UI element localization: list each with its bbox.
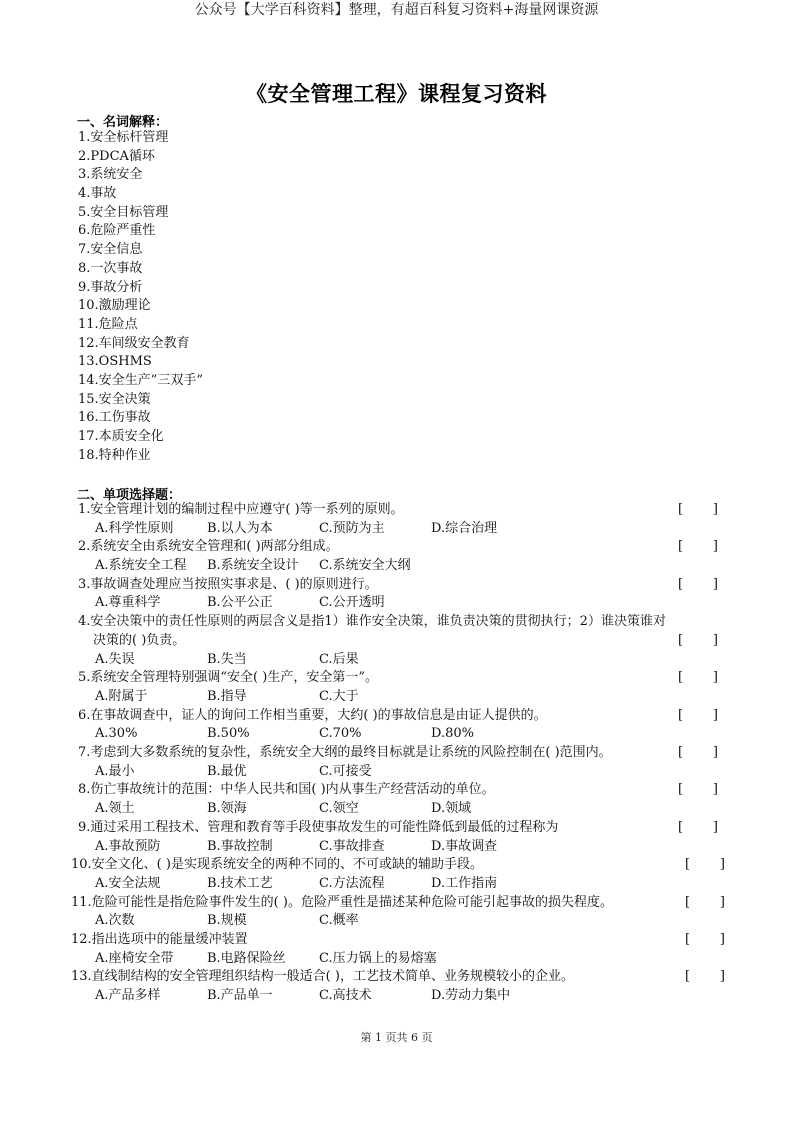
term-item: 10.激励理论	[78, 298, 151, 314]
option: C.系统安全大纲	[319, 558, 411, 574]
term-item: 2.PDCA循环	[78, 148, 155, 164]
answer-bracket[interactable]: [ ]	[678, 576, 718, 592]
option: C.公开透明	[319, 595, 385, 611]
option: B.以人为本	[207, 520, 273, 536]
question-stem	[78, 669, 718, 688]
question-stem	[78, 744, 718, 763]
option: B.50%	[207, 726, 250, 742]
term-item: 14.安全生产”三双手”	[78, 372, 203, 388]
question-stem-continued	[78, 632, 718, 651]
option: B.领海	[207, 801, 247, 817]
question-options	[78, 594, 718, 613]
option: B.指导	[207, 688, 247, 704]
option: D.领域	[431, 801, 472, 817]
term-item: 17.本质安全化	[78, 429, 164, 444]
option: A.30%	[95, 726, 138, 742]
term-item: 8.一次事故	[78, 260, 143, 276]
question-stem	[78, 538, 718, 557]
question-list	[71, 501, 725, 1006]
answer-bracket[interactable]: [ ]	[685, 969, 725, 985]
question-options	[78, 651, 718, 670]
question-text: 3.事故调查处理应当按照实事求是、( )的原则进行。	[78, 576, 378, 592]
option: C.事故排查	[319, 838, 385, 854]
question-text: 决策的( )负责。	[93, 632, 186, 648]
option: D.80%	[431, 726, 474, 742]
question-stem	[71, 968, 725, 987]
question-text: 12.指出选项中的能量缓冲装置	[71, 932, 248, 947]
document-title: 《安全管理工程》课程复习资料	[246, 82, 547, 106]
option: B.公平公正	[207, 595, 273, 611]
answer-bracket[interactable]: [ ]	[678, 745, 718, 761]
answer-bracket[interactable]: [ ]	[685, 894, 725, 910]
answer-bracket[interactable]: [ ]	[678, 502, 718, 517]
answer-bracket[interactable]: [ ]	[678, 782, 718, 798]
term-item: 5.安全目标管理	[78, 204, 169, 220]
question-text: 13.直线制结构的安全管理组织结构一般适合( )，工艺技术简单、业务规模较小的企业。	[71, 969, 574, 985]
question-stem	[78, 781, 718, 800]
answer-bracket[interactable]: [ ]	[678, 707, 718, 723]
question-text: 4.安全决策中的责任性原则的两层含义是指1）谁作安全决策，谁负责决策的贯彻执行；2）谁决策谁对	[78, 614, 666, 630]
option: A.最小	[95, 763, 135, 779]
question-text: 2.系统安全由系统安全管理和( )两部分组成。	[78, 539, 339, 555]
option: A.次数	[95, 913, 135, 929]
option: B.系统安全设计	[207, 558, 299, 574]
option: A.附属于	[95, 688, 148, 704]
question-stem	[78, 501, 718, 520]
option: A.尊重科学	[95, 595, 161, 611]
term-item: 18.特种作业	[78, 447, 151, 463]
term-item: 1.安全标杆管理	[78, 130, 169, 145]
section-heading-terms: 一、名词解释：	[77, 115, 169, 130]
section-heading-choice: 二、单项选择题：	[77, 488, 182, 503]
question-options	[78, 838, 718, 857]
question-stem	[78, 613, 718, 632]
question-options	[78, 557, 718, 576]
term-item: 11.危险点	[78, 316, 138, 332]
option: A.科学性原则	[95, 520, 174, 536]
question-text: 11.危险可能性是指危险事件发生的( )。危险严重性是描述某种危险可能引起事故的损失程度。	[71, 894, 613, 910]
question-text: 1.安全管理计划的编制过程中应遵守( )等一系列的原则。	[78, 502, 404, 517]
question-text: 6.在事故调查中，证人的询问工作相当重要，大约( )的事故信息是由证人提供的。	[78, 707, 547, 723]
answer-bracket[interactable]: [ ]	[685, 932, 725, 947]
term-item: 15.安全决策	[78, 391, 151, 407]
question-options	[78, 875, 718, 894]
option: A.领土	[95, 801, 135, 817]
option: C.领空	[319, 801, 359, 817]
question-options	[78, 520, 718, 539]
option: C.大于	[319, 688, 359, 704]
option: B.规模	[207, 913, 247, 929]
option: B.事故控制	[207, 838, 273, 854]
option: D.综合治理	[431, 520, 498, 536]
option: C.概率	[319, 913, 359, 929]
question-stem	[78, 576, 718, 595]
question-stem	[78, 707, 718, 726]
question-text: 7.考虑到大多数系统的复杂性，系统安全大纲的最终目标就是让系统的风险控制在( )范围内。	[78, 745, 612, 761]
option: C.压力锅上的易熔塞	[319, 950, 437, 966]
term-item: 6.危险严重性	[78, 223, 156, 239]
option: C.可接受	[319, 763, 372, 779]
option: A.失误	[95, 651, 135, 667]
option: D.事故调查	[431, 838, 498, 854]
question-options	[78, 912, 718, 931]
option: D.劳动力集中	[431, 988, 511, 1004]
option: A.安全法规	[95, 875, 161, 891]
page-footer: 第 1 页共 6 页	[360, 1031, 433, 1044]
term-item: 9.事故分析	[78, 279, 143, 295]
option: A.系统安全工程	[95, 558, 187, 574]
question-text: 9.通过采用工程技术、管理和教育等手段使事故发生的可能性降低到最低的过程称为	[78, 819, 559, 835]
question-options	[78, 950, 718, 969]
option: C.70%	[319, 726, 362, 742]
answer-bracket[interactable]: [ ]	[678, 670, 718, 686]
option: B.产品单一	[207, 988, 273, 1004]
question-stem	[71, 931, 725, 950]
option: C.后果	[319, 651, 359, 667]
term-list	[78, 129, 203, 465]
question-options	[78, 725, 718, 744]
term-item: 13.OSHMS	[78, 354, 152, 370]
header-watermark-note: 公众号【大学百科资料】整理，有超百科复习资料+海量网课资源	[194, 2, 599, 18]
option: C.高技术	[319, 988, 372, 1004]
answer-bracket[interactable]: [ ]	[685, 857, 725, 873]
question-options	[78, 800, 718, 819]
option: B.失当	[207, 651, 247, 667]
option: B.电路保险丝	[207, 950, 286, 966]
term-item: 16.工伤事故	[78, 410, 151, 426]
option: C.预防为主	[319, 520, 385, 536]
option: B.最优	[207, 763, 247, 779]
term-item: 3.系统安全	[78, 167, 143, 183]
answer-bracket[interactable]: [ ]	[678, 539, 718, 555]
question-text: 5.系统安全管理特别强调“安全( )生产，安全第一”。	[78, 670, 378, 686]
term-item: 4.事故	[78, 186, 117, 202]
question-stem	[71, 856, 725, 875]
question-text: 10.安全文化、( )是实现系统安全的两种不同的、不可或缺的辅助手段。	[71, 857, 483, 873]
question-stem	[71, 894, 725, 913]
answer-bracket[interactable]: [ ]	[678, 819, 718, 835]
answer-bracket[interactable]: [ ]	[678, 632, 718, 648]
option: A.座椅安全带	[95, 950, 174, 966]
option: B.技术工艺	[207, 875, 273, 891]
question-stem	[78, 819, 718, 838]
option: D.工作指南	[431, 875, 498, 891]
question-options	[78, 688, 718, 707]
question-text: 8.伤亡事故统计的范围：中华人民共和国( )内从事生产经营活动的单位。	[78, 782, 495, 798]
question-options	[78, 987, 718, 1006]
option: C.方法流程	[319, 875, 385, 891]
option: A.产品多样	[95, 988, 161, 1004]
option: A.事故预防	[95, 838, 161, 854]
term-item: 12.车间级安全教育	[78, 335, 190, 351]
question-options	[78, 763, 718, 782]
term-item: 7.安全信息	[78, 242, 143, 258]
